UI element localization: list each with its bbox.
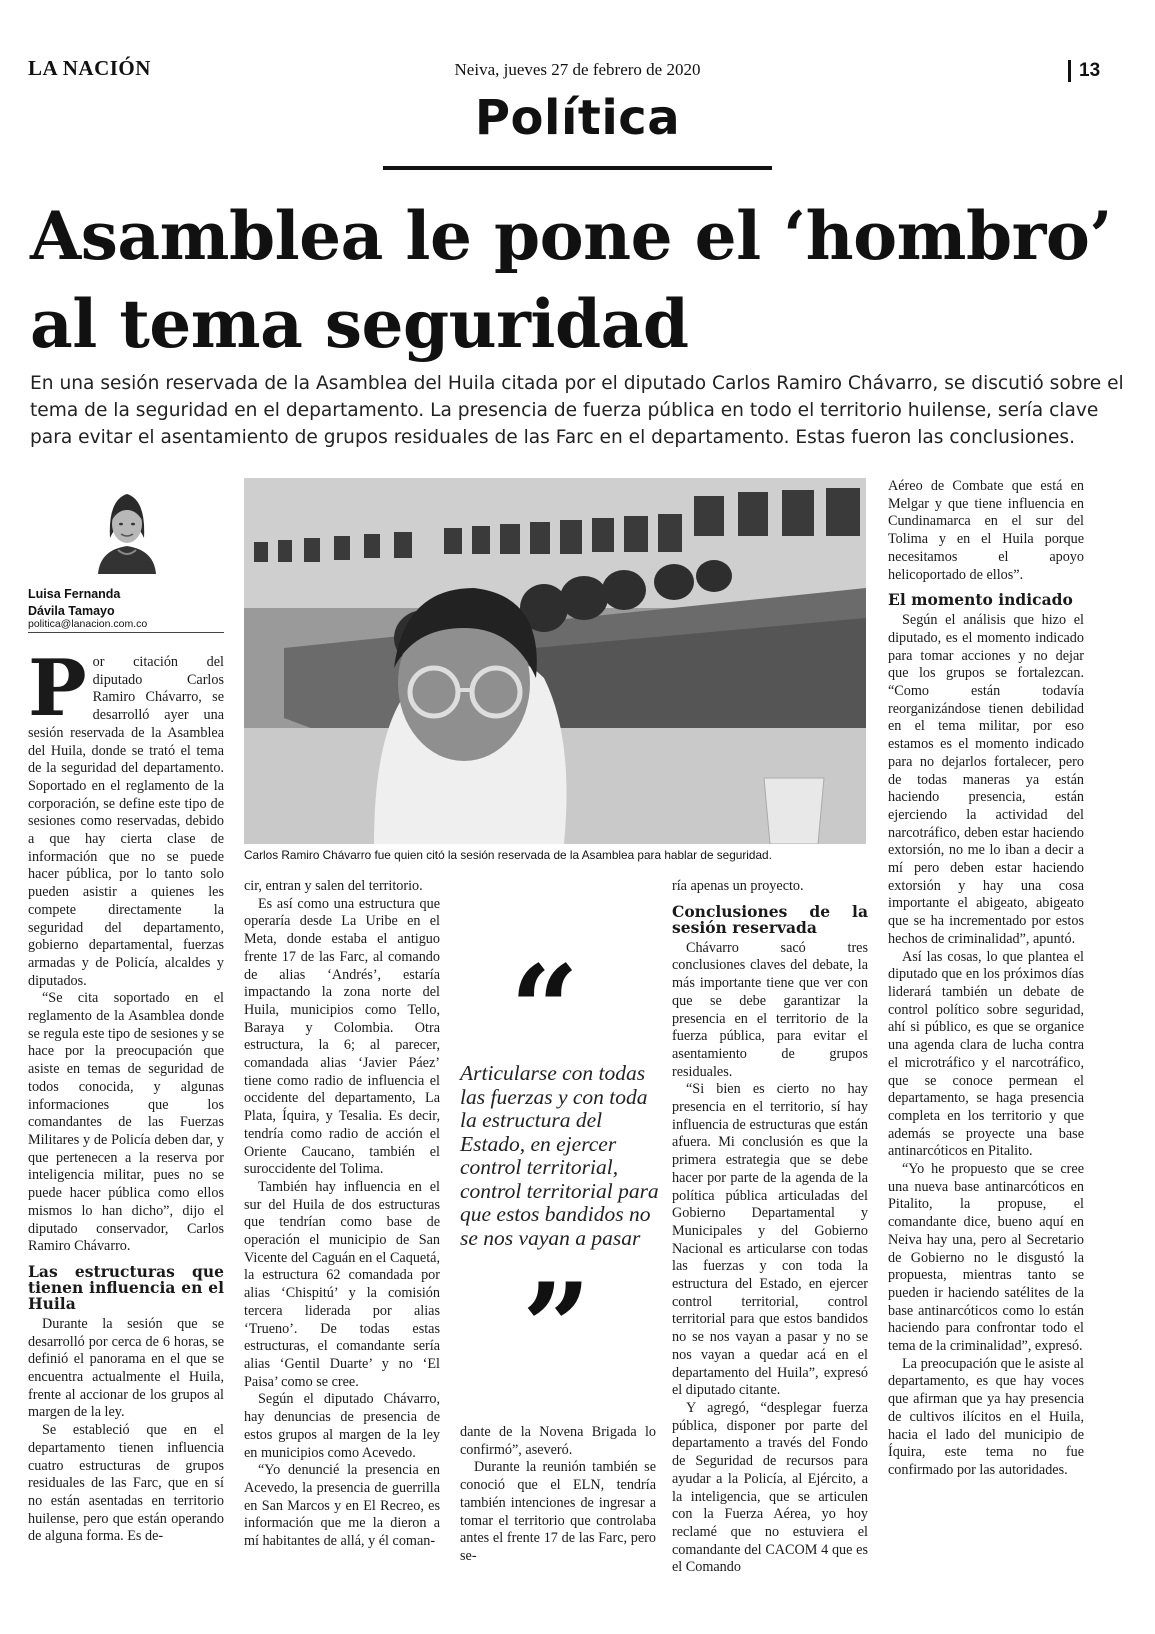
section-title: Política <box>474 90 681 146</box>
article-paragraph: Es así como una estructura que operaría desde La Uribe en el Meta, donde estaba el antiguo frente 17 de las Farc, al comando de alias ‘Andrés’, estaría impactando la zona norte del Huila, municipios como Tello, Baraya y Colombia. Otra estructura, la 6; al parecer, comandada alias ‘Javier Páez’ tiene como radio de influencia el occidente del departamento, La Plata, Íquira, y Tesalia. Es decir, tendría como radio de acción el Oriente Caucano, también el suroccidente del Tolima. <box>244 895 440 1178</box>
article-column-4 <box>672 878 868 1577</box>
article-paragraph: Y agregó, “desplegar fuerza pública, disponer por parte del departamento a través del Fondo de Seguridad de recursos para ayudar a la Policía, al Ejército, a la inteligencia, que se articulen con la Fuerza Aérea, yo hoy reclamé que no estuviera el comandante del CACOM 4 que es el Comando <box>672 1399 868 1576</box>
article-paragraph: Según el diputado Chávarro, hay denuncias de presencia de estos grupos al margen de la ley en municipios como Acevedo. <box>244 1391 440 1461</box>
article-column-1 <box>28 643 224 1546</box>
article-paragraph: Aéreo de Combate que está en Melgar y que tiene influencia en Cundinamarca en el sur del Tolima y en el Huila porque necesitamos el apoyo helicoportado de ellos”. <box>888 478 1084 583</box>
article-paragraph: También hay influencia en el sur del Huila de dos estructuras que tendrían como base de operación el municipio de San Vicente del Caguán en el Caquetá, la estructura 62 comandada por alias ‘Chispitú’ y la comisión tercera liderada por alias ‘Trueno’. De todas estas estructuras, el comandante sería alias ‘Gentil Duarte’ y no ‘El Paisa’ como se cree. <box>244 1178 440 1390</box>
article-paragraph: Se estableció que en el departamento tienen influencia cuatro estructuras de grupos residuales de las Farc, que en sí no están asentadas en territorio huilense, pero que están operando de alguna forma. Es de- <box>28 1422 224 1545</box>
article-paragraph: “Yo he propuesto que se cree una nueva base antinarcóticos en Pitalito, la propuse, el comandante dice, bueno aquí en Neiva hay una, pero al Secretario de Gobierno no le disgustó la propuesta, mientras tanto se pueden ir haciendo satélites de la base antinarcóticos como lo están haciendo para confrontar todo el tema de la criminalidad”, expresó. <box>888 1161 1084 1355</box>
article-paragraph: Según el análisis que hizo el diputado, es el momento indicado para tomar acciones y no dejar que los grupos se fortalezcan. “Como están todavía reorganizándose tienen debilidad en el tema militar, por eso estamos es el momento indicado para no dejarlos fortalecer, pero de todas maneras ya están haciendo presencia, están ejerciendo la actividad del narcotráfico, deben estar haciendo extorsión, no me lo iban a decir a mí pero deben estar haciendo extorsión y hay una cosa importante el abigeato, abigeato que se ha incrementado por estos hechos de criminalidad”, apuntó. <box>888 612 1084 947</box>
section-divider <box>383 166 772 170</box>
article-paragraph: Durante la reunión también se conoció que el ELN, tendría también intenciones de ingresar a tomar el territorio que controlaba antes el frente 17 de las Farc, pero se- <box>460 1459 656 1564</box>
quote-close-mark: ” <box>522 1257 592 1398</box>
pull-quote: Articularse con todas las fuerzas y con toda la estructura del Estado, en ejercer control territorial, control territorial para que estos bandidos no se nos vayan a pasar <box>460 1061 659 1250</box>
article-subheading: Conclusiones de la sesión reservada <box>672 901 868 937</box>
author-photo <box>88 480 166 574</box>
article-paragraph: ría apenas un proyecto. <box>672 878 804 894</box>
session-photo <box>244 478 866 844</box>
quote-open-mark: “ <box>510 939 580 1080</box>
article-paragraph: Durante la sesión que se desarrolló por cerca de 6 horas, se definió el panorama en el que se encuentra actualmente el Huila, frente al accionar de los grupos al margen de la ley. <box>28 1315 224 1421</box>
article-paragraph: “Si bien es cierto no hay presencia en el territorio, sí hay influencia de estructuras que están afuera. Mi conclusión es que la primera estrategia que se debe hacer por parte de la agenda de la política pública articuladas del Gobierno Departamental y Municipales y del Gobierno Nacional es articularse con todas las fuerzas y con toda la estructura del Estado, en ejercer control territorial, control territorial para que estos bandidos no se nos vayan a pasar y no se nos vayan a quedar acá en el departamento del Huila”, expresó el diputado citante. <box>672 1081 868 1399</box>
article-paragraph: “Se cita soportado en el reglamento de la Asamblea donde se regula este tipo de sesiones y se hace por la preocupación que asiste en temas de seguridad de todos conocida, y algunas informaciones que los comandantes de las Fuerzas Militares y de Policía deben dar, y que pertenecen a la reserva por inteligencia militar, pues no se puede hacer pública como ellos mismos lo han dicho”, dijo el diputado conservador, Carlos Ramiro Chávarro. <box>28 990 224 1255</box>
newspaper-logo: LA NACIÓN <box>28 56 151 80</box>
article-paragraph: cir, entran y salen del territorio. <box>244 878 423 894</box>
author-name: Luisa Fernanda Dávila Tamayo <box>28 587 121 618</box>
author-email: politica@lanacion.com.co <box>28 618 148 630</box>
article-column-5 <box>888 478 1084 1480</box>
author-divider <box>28 632 224 633</box>
page-number: 13 <box>1068 60 1100 82</box>
issue-date: Neiva, jueves 27 de febrero de 2020 <box>454 60 701 79</box>
drop-cap: P <box>28 643 87 734</box>
article-paragraph: dante de la Novena Brigada lo confirmó”, aseveró. <box>460 1424 656 1458</box>
lead-paragraph: En una sesión reservada de la Asamblea del Huila citada por el diputado Carlos Ramiro Chávarro, se discutió sobre el tema de la seguridad en el departamento. La presencia de fuerza pública en todo el territorio huilense, sería clave para evitar el asentamiento de grupos residuales de las Farc en el departamento. Estas fueron las conclusiones. <box>30 373 1124 448</box>
article-paragraph: Así las cosas, lo que plantea el diputado que en los próximos días liderará también un debate de control político sobre seguridad, ahí si público, es que se organice una agenda clara de lucha contra el microtráfico y el narcotráfico, que se conoce permean el departamento, se haga presencia completa en los territorio y que además se proyecte una base antinarcóticos en Pitalito. <box>888 948 1084 1160</box>
article-subheading: Las estructuras que tienen influencia en el Huila <box>28 1261 224 1313</box>
article-paragraph: or citación del diputado Carlos Ramiro Chávarro, se desarrolló ayer una sesión reservada de la Asamblea del Huila, donde se trató el tema de la seguridad del departamento. Soportado en el reglamento de la corporación, se define este tipo de sesiones como reservadas, debido a que hay cierta clase de información que no se puede hacer pública, por lo tanto solo pueden asistir a quienes les compete directamente la seguridad del departamento, gobierno departamental, fuerzas armadas y de Policía, alcaldes y diputados. <box>28 654 224 989</box>
article-subheading: El momento indicado <box>888 590 1073 610</box>
article-paragraph: La preocupación que le asiste al departamento, es que hay voces que afirman que ya hay presencia de cultivos ilícitos en el Huila, hacia el lado del municipio de Íquira, este tema no fue confirmado por las autoridades. <box>888 1355 1084 1478</box>
article-column-2 <box>244 878 440 1551</box>
photo-caption: Carlos Ramiro Chávarro fue quien citó la sesión reservada de la Asamblea para hablar de seguridad. <box>244 848 772 862</box>
article-paragraph: “Yo denuncié la presencia en Acevedo, la presencia de guerrilla en San Marcos y en El Recreo, es información que me la dieron a mí habitantes de allá, y él coman- <box>244 1462 440 1550</box>
article-paragraph: Chávarro sacó tres conclusiones claves del debate, la más importante tiene que ver con que se debe garantizar la presencia en el territorio de la fuerza pública, para evitar el asentamiento de grupos residuales. <box>672 939 868 1080</box>
headline: Asamblea le pone el ‘hombro’ al tema seguridad <box>30 197 1112 363</box>
article-column-3 <box>460 1424 656 1566</box>
